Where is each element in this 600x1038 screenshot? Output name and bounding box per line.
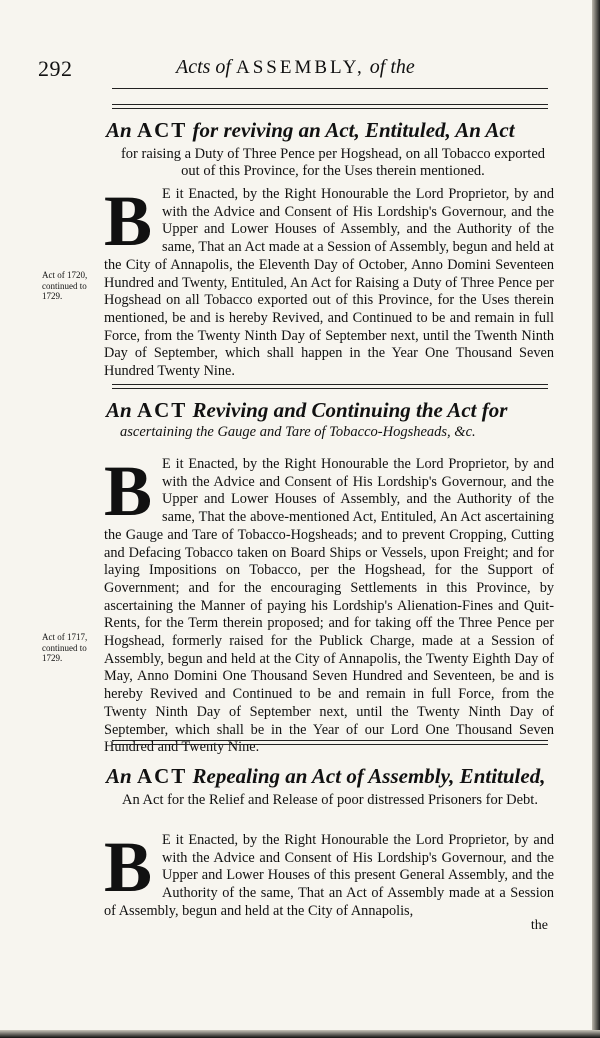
act-1-title-act: ACT bbox=[136, 118, 188, 142]
page-number: 292 bbox=[38, 56, 73, 81]
act-2-subtitle: ascertaining the Gauge and Tare of Tobacco-Hogsheads, &c. bbox=[120, 424, 476, 440]
act-1-margin-note: Act of 1720, continued to 1729. bbox=[42, 270, 88, 301]
page-bottom-shadow bbox=[0, 1030, 600, 1038]
act-2-title-act: ACT bbox=[136, 398, 188, 422]
act-2-title-rest: Reviving and Continuing the Act for bbox=[192, 398, 508, 422]
running-title-caps: ASSEMBLY, bbox=[236, 57, 365, 78]
running-title-italic-a: Acts of bbox=[176, 56, 231, 78]
section-divider bbox=[112, 104, 548, 109]
act-2-body bbox=[104, 451, 554, 756]
header-rule bbox=[112, 88, 548, 89]
act-2-margin-note: Act of 1717, continued to 1729. bbox=[42, 632, 88, 663]
act-1-text: E it Enacted, by the Right Honourable the Lord Proprietor, by and with the Advice and Consent of His Lordship's Governour, and the Upper and Lower Houses of Assembly, and the Authority of the same, That an Act made at a Session of Assembly, begun and held at the City of Annapolis, the Eleventh Day of October, Anno Domini Seventeen Hundred and Twenty, Entituled, An Act for Raising a Duty of Three Pence per Hogshead on all Tobacco exported out of this Province, for the Uses therein mentioned, be and is hereby Revived, and Continued to be and remain in full Force, from the Twenty Ninth Day of September next, until the Twenth Ninth Day of September, which shall happen in the Year One Thousand Seven Hundred Twenty Nine. bbox=[104, 186, 554, 380]
act-3-title-rest: Repealing an Act of Assembly, Entituled, bbox=[192, 764, 546, 788]
act-3-text: E it Enacted, by the Right Honourable the Lord Proprietor, by and with the Advice and Consent of His Lordship's Governour, and the Upper and Lower Houses of this present General Assembly, and the Authority of the same, That an Act of Assembly made at a Session of Assembly, begun and held at the City of Annapolis, bbox=[104, 832, 554, 919]
act-1-body bbox=[104, 181, 554, 380]
act-1-title-prefix: An bbox=[106, 118, 132, 142]
act-2-title bbox=[106, 398, 554, 423]
catchword: the bbox=[530, 918, 548, 933]
act-3-title-act: ACT bbox=[136, 764, 188, 788]
act-3-title bbox=[106, 764, 554, 789]
act-3-body bbox=[104, 827, 554, 922]
act-1-dropcap: B bbox=[104, 181, 153, 261]
running-head bbox=[38, 56, 548, 84]
act-2-dropcap: B bbox=[104, 451, 153, 531]
act-1-title-rest: for reviving an Act, Entituled, An Act bbox=[192, 118, 515, 142]
running-title bbox=[176, 56, 415, 79]
act-2-text: E it Enacted, by the Right Honourable the Lord Proprietor, by and with the Advice and Consent of His Lordship's Governour, and the Upper and Lower Houses of Assembly, and the Authority of the same, That the above-mentioned Act, Entituled, An Act ascertaining the Gauge and Tare of Tobacco-Hogsheads; and to prevent Cropping, Cutting and Defacing Tobacco taken on Board Ships or Vessels, upon Freight; and for laying Impositions on Tobacco, per the Hogshead, for the Support of Government; and for the encouraging Settlements in this Province, by ascertaining the Manner of paying his Lordship's Alienation-Fines and Quit-Rents, for the Term therein proposed; and for taking off the Three Pence per Hogshead, formerly raised for the Publick Charge, made at a Session of Assembly, begun and held at the City of Annapolis, the Twenty Eighth Day of May, Anno Domini One Thousand Seven Hundred and Seventeen, be and is hereby Revived and Continued to be and remain in full Force, from the Twenty Ninth Day of September next, until the Twenty Ninth Day of September, which shall be in the Year of our Lord One Thousand Seven Hundred and Twenty Nine. bbox=[104, 456, 554, 756]
act-3-title-prefix: An bbox=[106, 764, 132, 788]
section-divider bbox=[112, 384, 548, 389]
section-divider bbox=[112, 740, 548, 745]
running-title-italic-b: of the bbox=[369, 56, 415, 78]
act-1-title bbox=[106, 118, 554, 143]
page-edge-shadow bbox=[592, 0, 600, 1038]
act-2-title-prefix: An bbox=[106, 398, 132, 422]
act-1-subtitle: for raising a Duty of Three Pence per Hogshead, on all Tobacco exported out of this Province, for the Uses therein mentioned. bbox=[120, 146, 546, 179]
act-3-dropcap: B bbox=[104, 827, 153, 907]
act-3-subtitle: An Act for the Relief and Release of poor distressed Prisoners for Debt. bbox=[122, 792, 538, 808]
